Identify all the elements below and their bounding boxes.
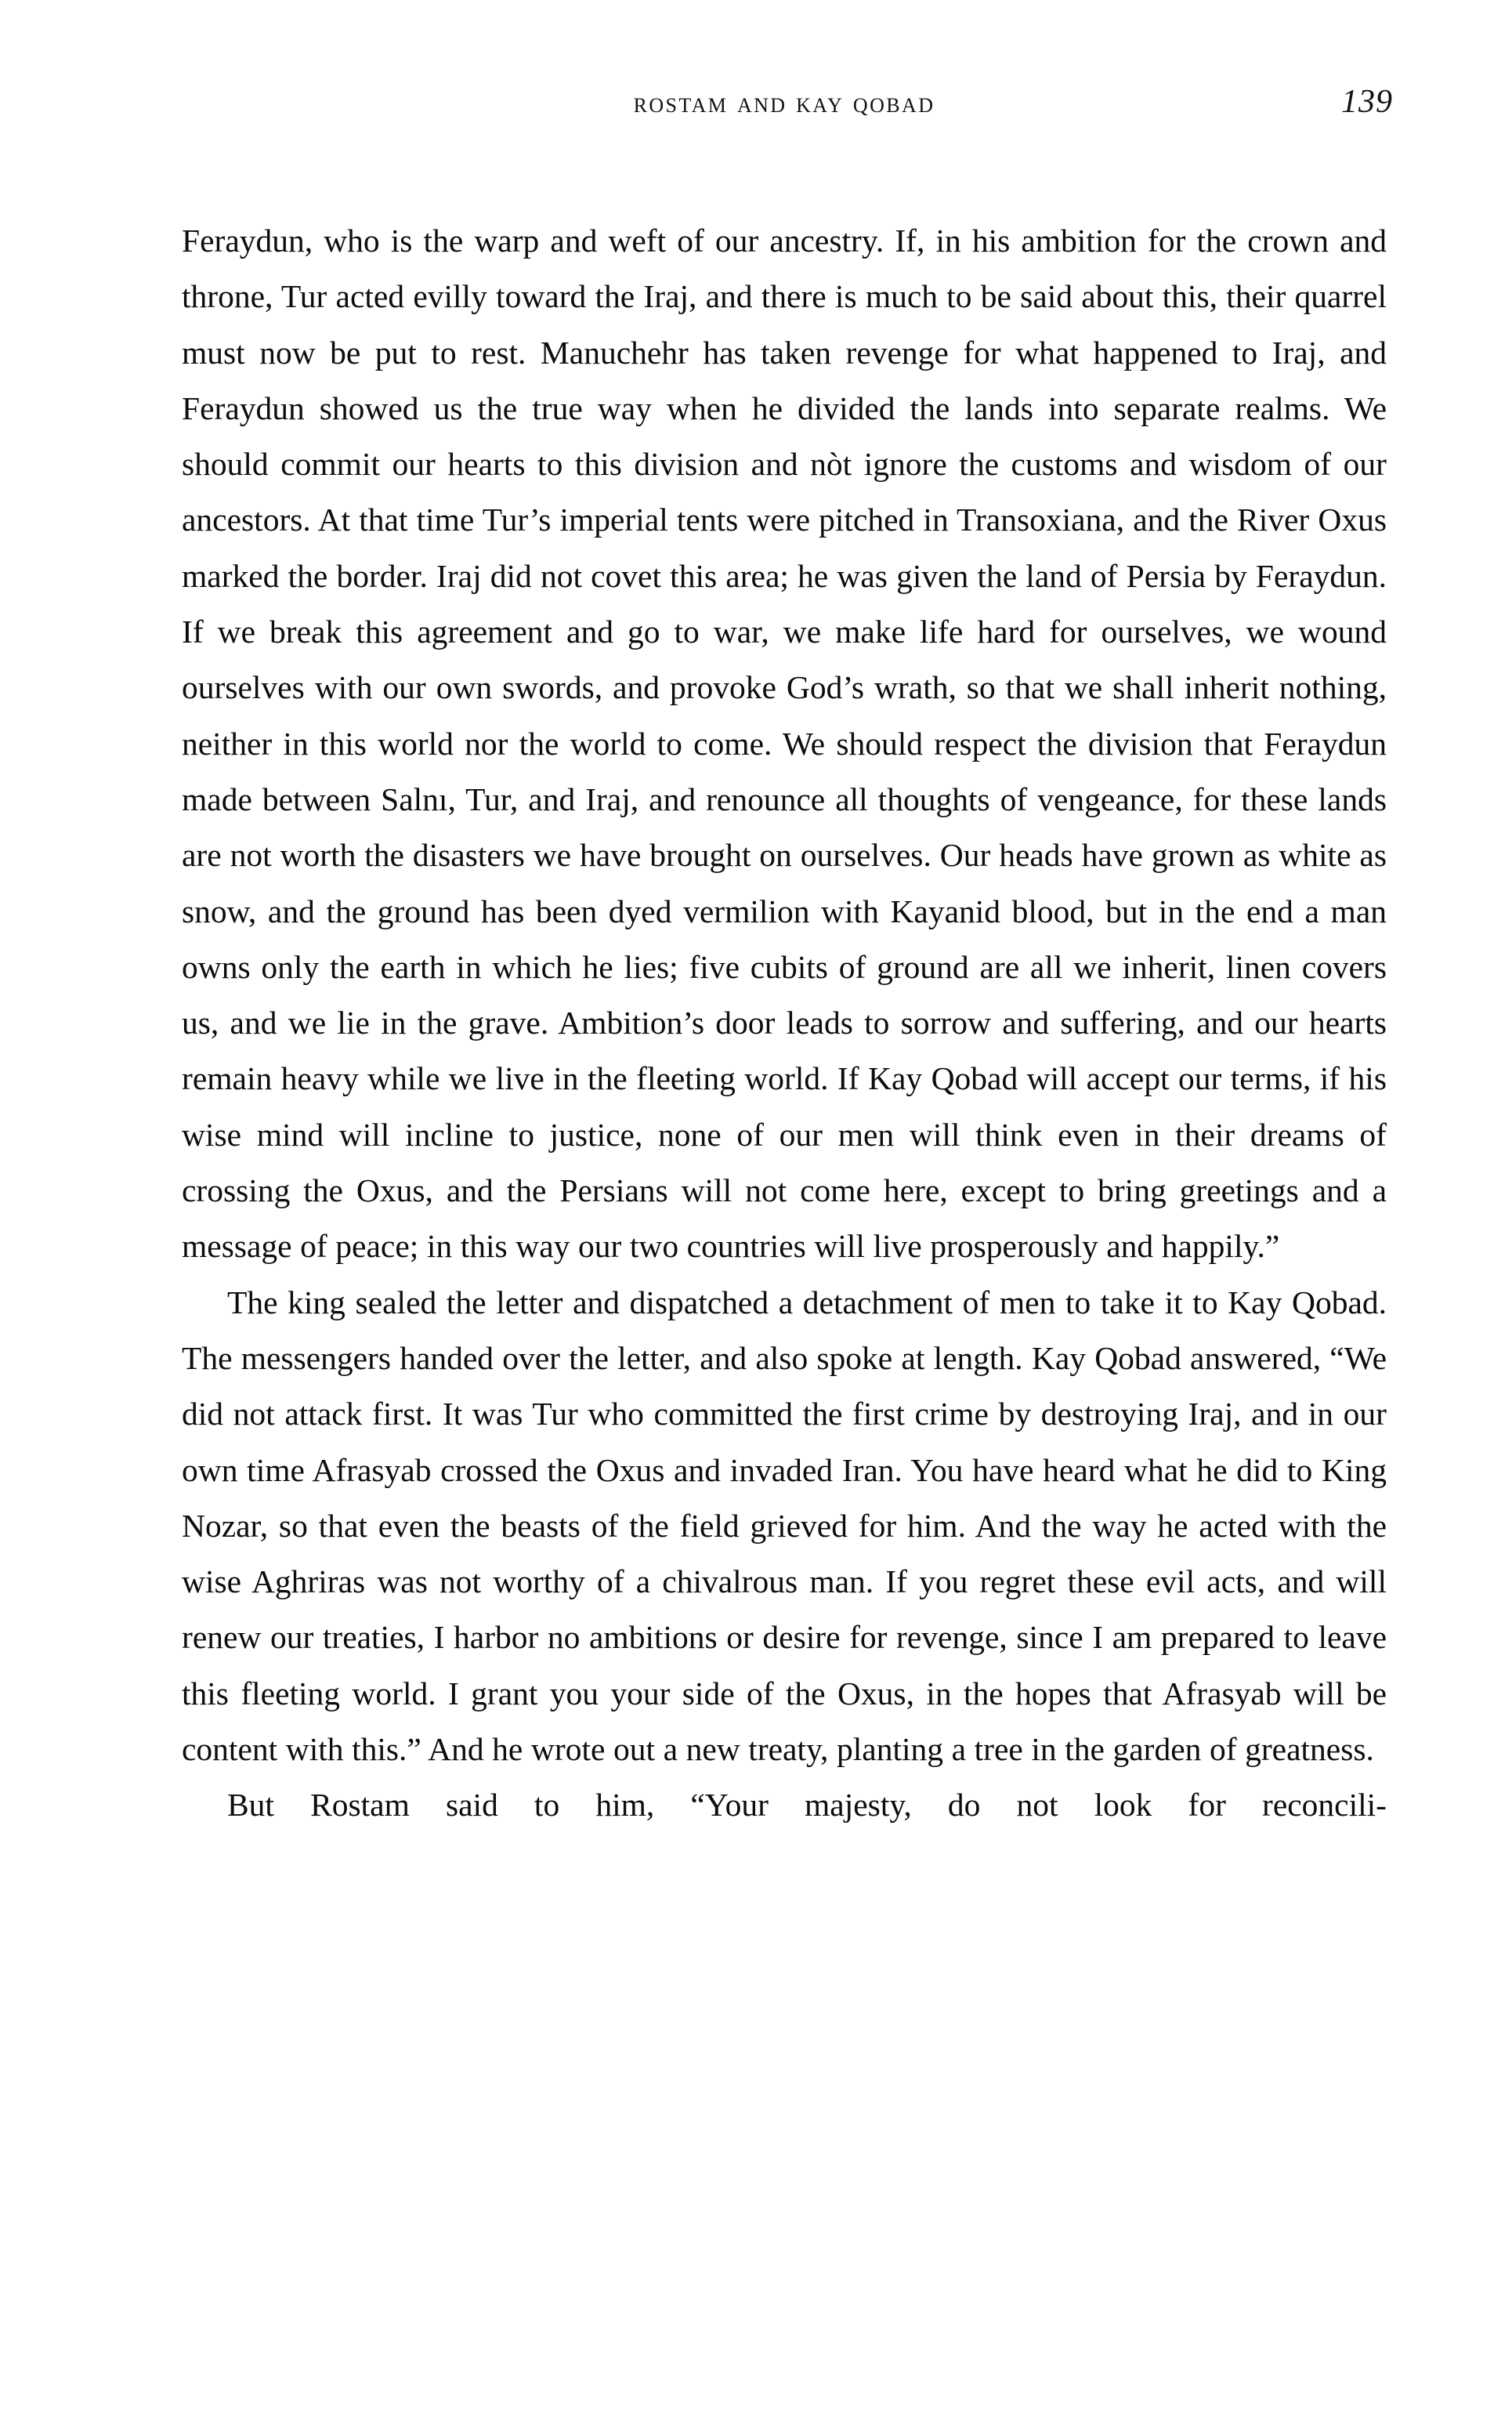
paragraph: Feraydun, who is the warp and weft of our ancestry. If, in his ambition for the crown and throne, Tur acted evilly toward the Iraj, and there is much to be said about this, their quarrel must now be put to rest. Manuchehr has taken revenge for what happened to Iraj, and Feraydun showed us the true way when he divided the lands into separate realms. We should commit our hearts to this division and nòt ignore the customs and wisdom of our ancestors. At that time Tur’s imperial tents were pitched in Transoxiana, and the River Oxus marked the border. Iraj did not covet this area; he was given the land of Persia by Feraydun. If we break this agreement and go to war, we make life hard for ourselves, we wound ourselves with our own swords, and provoke God’s wrath, so that we shall inherit nothing, neither in this world nor the world to come. We should respect the division that Feraydun made between Salnı, Tur, and Iraj, and renounce all thoughts of vengeance, for these lands are not worth the disasters we have brought on ourselves. Our heads have grown as white as snow, and the ground has been dyed vermilion with Kayanid blood, but in the end a man owns only the earth in which he lies; five cubits of ground are all we inherit, linen covers us, and we lie in the grave. Ambition’s door leads to sorrow and suffering, and our hearts remain heavy while we live in the fleeting world. If Kay Qobad will accept our terms, if his wise mind will incline to justice, none of our men will think even in their dreams of crossing the Oxus, and the Persians will not come here, except to bring greetings and a message of peace; in this way our two countries will live prosperously and happily.” (182, 223, 1387, 1265)
page-number: 139 (1341, 84, 1393, 120)
paragraph: But Rostam said to him, “Your majesty, do not look for reconcili- (227, 1787, 1387, 1824)
body-text-block (182, 213, 1387, 1834)
paragraph: The king sealed the letter and dispatched a detachment of men to take it to Kay Qobad. The messengers handed over the letter, and also spoke at length. Kay Qobad answered, “We did not attack first. It was Tur who committed the first crime by destroying Iraj, and in our own time Afrasyab crossed the Oxus and invaded Iran. You have heard what he did to King Nozar, so that even the beasts of the field grieved for him. And the way he acted with the wise Aghriras was not worthy of a chivalrous man. If you regret these evil acts, and will renew our treaties, I harbor no ambitions or desire for revenge, since I am prepared to leave this fleeting world. I grant you your side of the Oxus, in the hopes that Afrasyab will be content with this.” And he wrote out a new treaty, planting a tree in the garden of greatness. (182, 1284, 1387, 1768)
running-head (182, 84, 1393, 133)
running-head-title: rostam and kay qobad (633, 87, 935, 119)
